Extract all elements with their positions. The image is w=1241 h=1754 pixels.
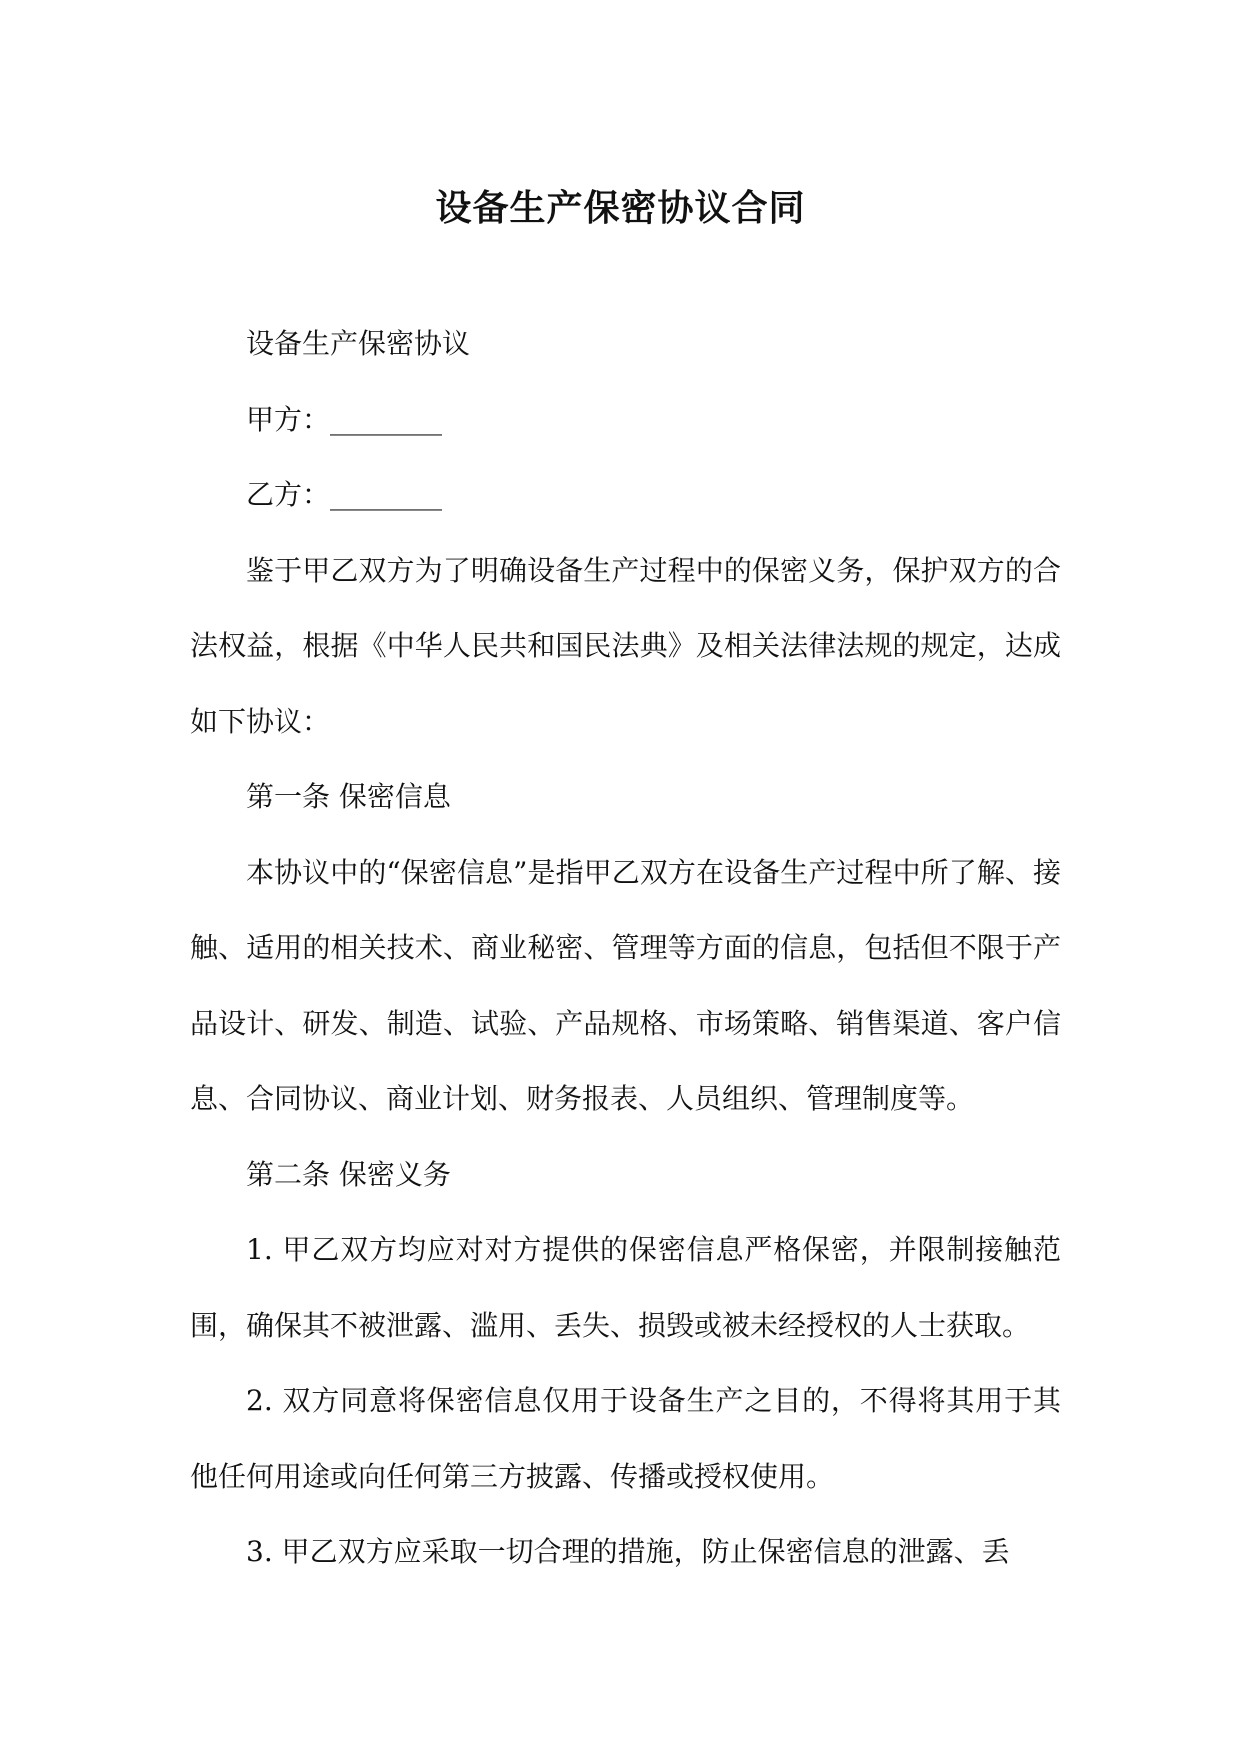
party-a-line: 甲方：________ [246, 402, 443, 436]
clause-1: 1. 甲乙双方均应对对方提供的保密信息严格保密，并限制接触范围，确保其不被泄露、滥用、丢失、损毁或被未经授权的人士获取。 [190, 1233, 1061, 1342]
preamble-paragraph: 鉴于甲乙双方为了明确设备生产过程中的保密义务，保护双方的合法权益，根据《中华人民共和国民法典》及相关法律法规的规定，达成如下协议： [190, 553, 1061, 738]
party-b-line: 乙方：________ [246, 478, 443, 511]
article-1-heading: 第一条 保密信息 [246, 780, 451, 813]
subtitle-line: 设备生产保密协议 [246, 327, 471, 360]
document-body [190, 306, 1061, 1590]
clause-3: 3. 甲乙双方应采取一切合理的措施，防止保密信息的泄露、丢 [246, 1535, 1010, 1568]
article-1-body: 本协议中的“保密信息”是指甲乙双方在设备生产过程中所了解、接触、适用的相关技术、商业秘密、管理等方面的信息，包括但不限于产品设计、研发、制造、试验、产品规格、市场策略、销售渠道、客户信息、合同协议、商业计划、财务报表、人员组织、管理制度等。 [190, 855, 1061, 1115]
document-title: 设备生产保密协议合同 [435, 187, 806, 229]
clause-2: 2. 双方同意将保密信息仅用于设备生产之目的，不得将其用于其他任何用途或向任何第三方披露、传播或授权使用。 [190, 1384, 1061, 1493]
article-2-heading: 第二条 保密义务 [246, 1157, 451, 1191]
